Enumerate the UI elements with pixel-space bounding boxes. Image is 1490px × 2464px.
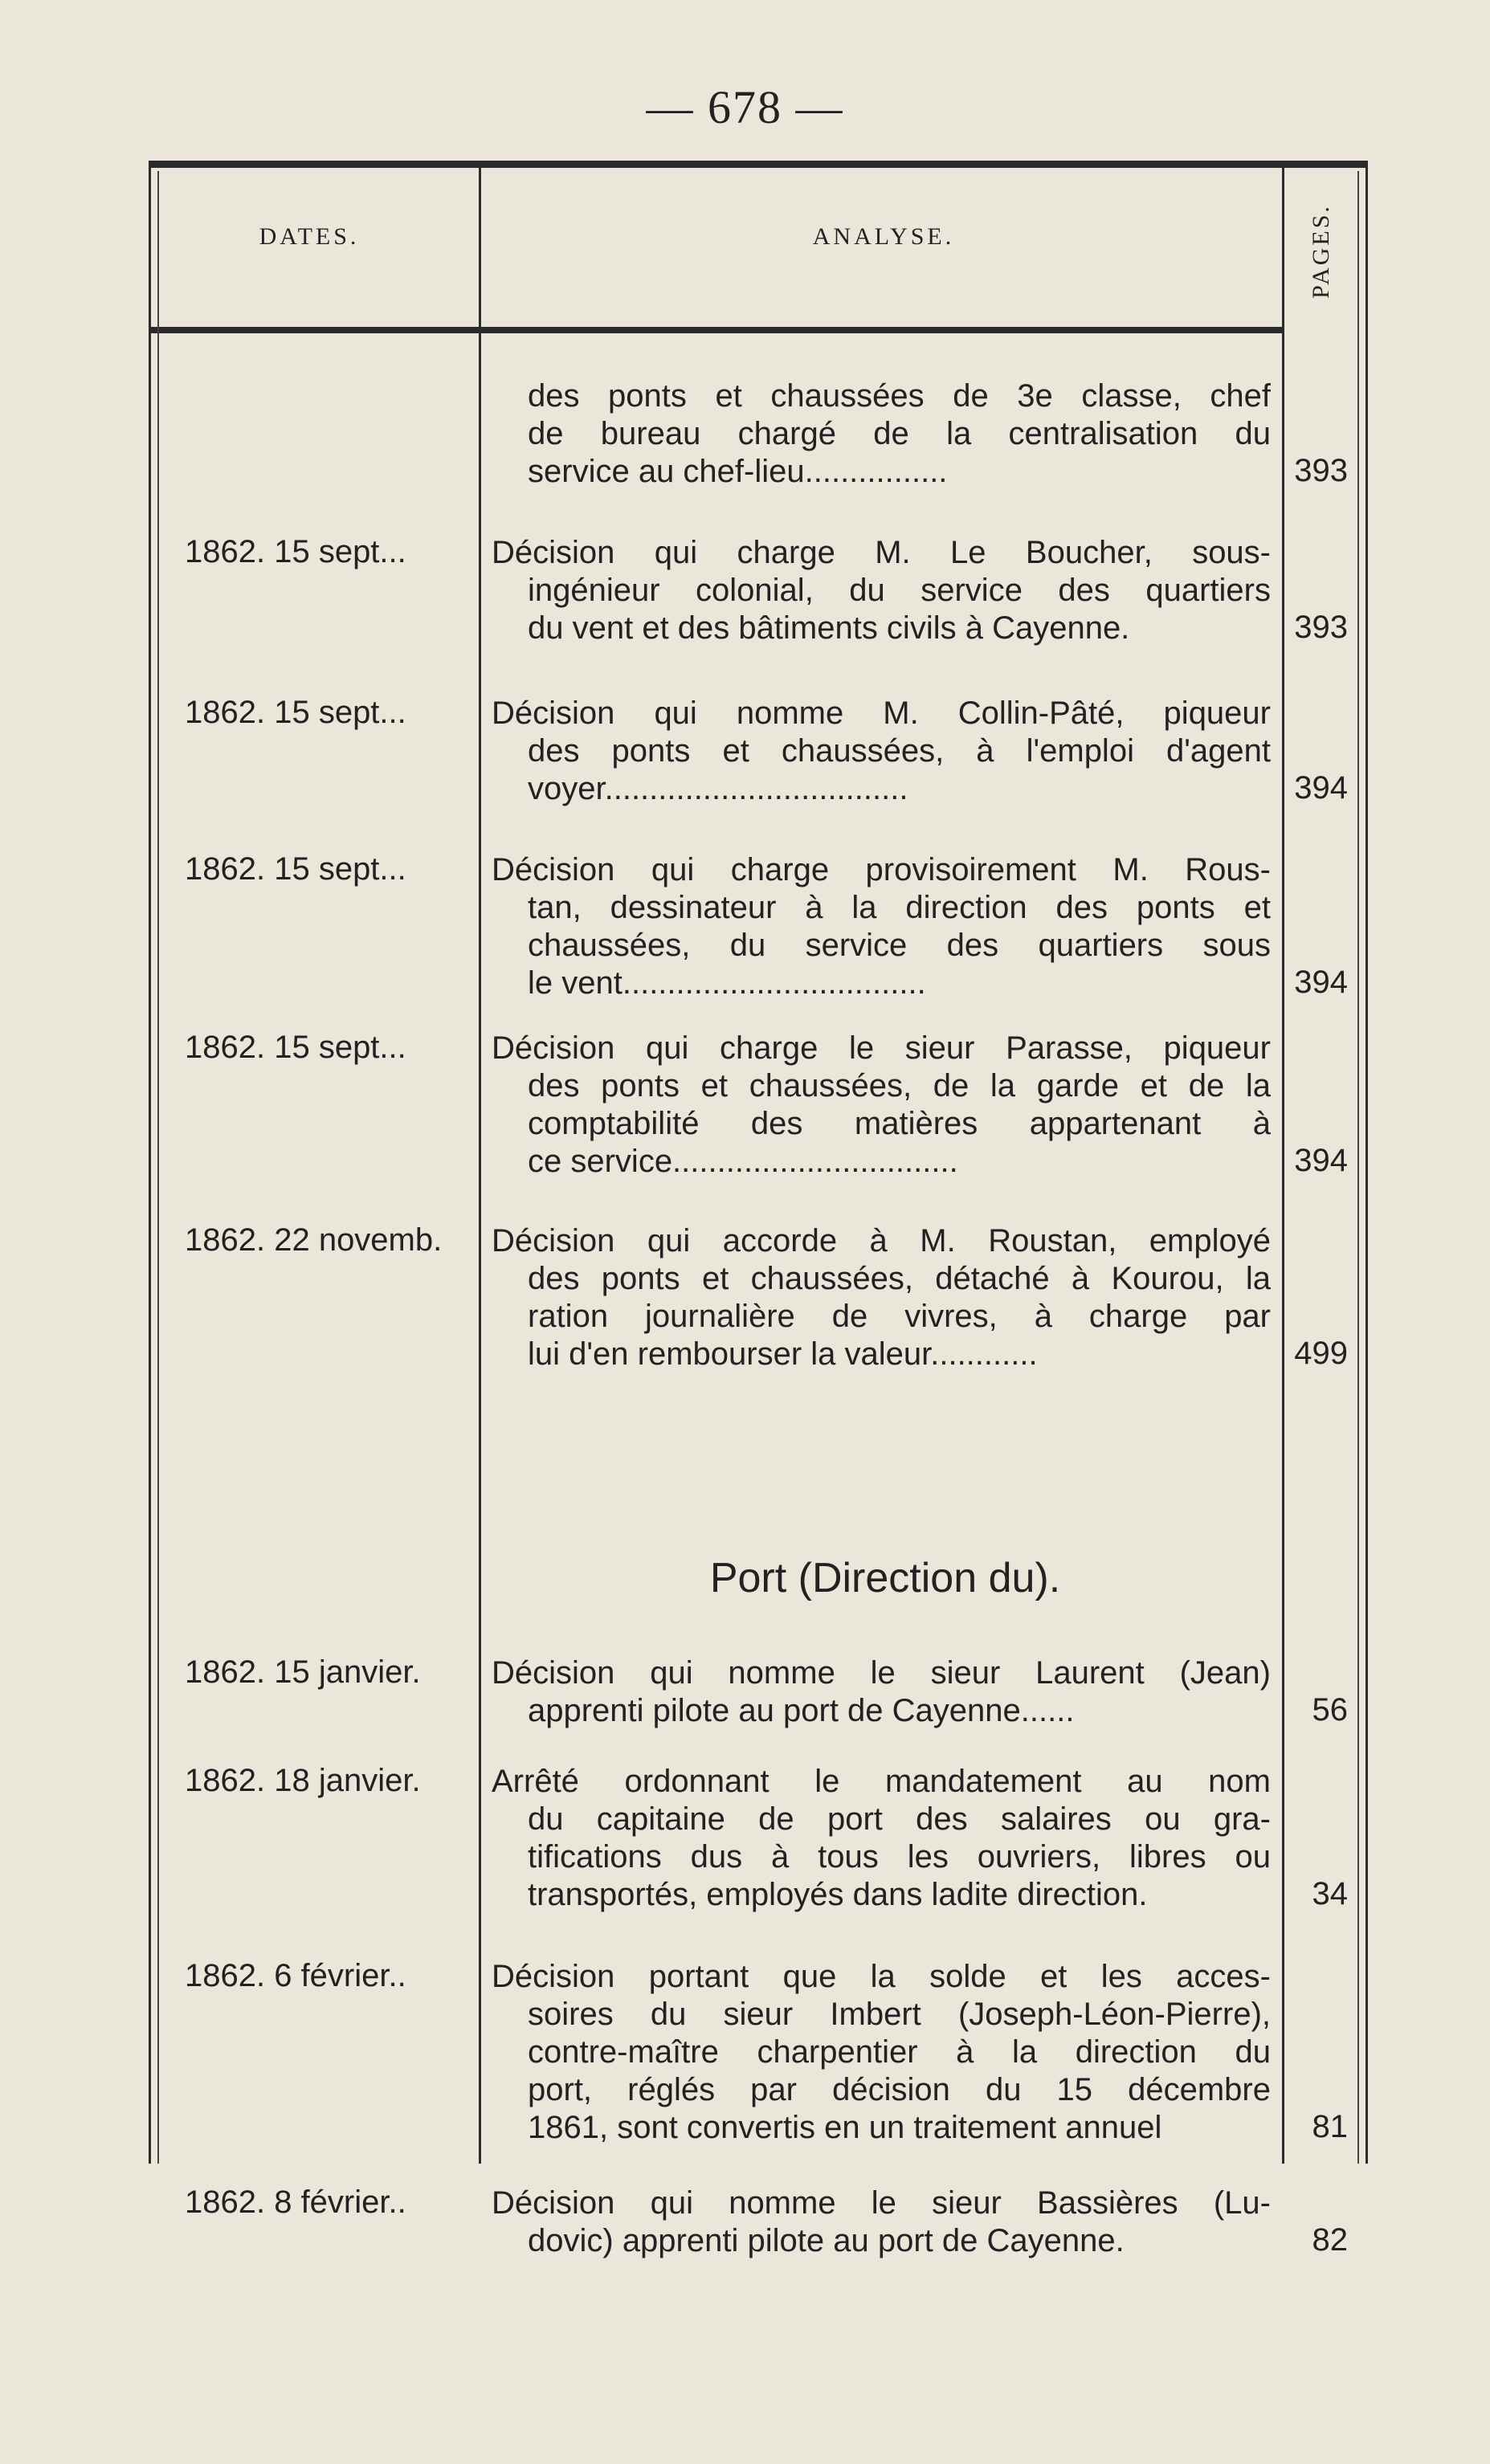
entry-line: tifications dus à tous les ouvriers, libres ou [528, 1839, 1271, 1875]
page-ref: 394 [1294, 770, 1348, 806]
entry-line: de bureau chargé de la centralisation du [528, 416, 1271, 451]
entry-line: du vent et des bâtiments civils à Cayenne. [528, 610, 1130, 646]
page-ref: 393 [1294, 610, 1348, 645]
analyse-header: ANALYSE. [812, 223, 955, 250]
entry-line: Décision qui charge provisoirement M. Rous- [492, 852, 1271, 887]
entry-line: ration journalière de vivres, à charge par [528, 1299, 1271, 1334]
entry-line: tan, dessinateur à la direction des ponts et [528, 890, 1271, 925]
entry-line: apprenti pilote au port de Cayenne...... [528, 1693, 1075, 1728]
page-number: — 678 — [646, 81, 844, 133]
header-rule [151, 327, 479, 333]
entry-line: du capitaine de port des salaires ou gra- [528, 1801, 1271, 1837]
entry-line: port, réglés par décision du 15 décembre [528, 2072, 1271, 2107]
entry-date: 1862. 18 janvier. [185, 1763, 421, 1798]
entry-date: 1862. 15 sept... [185, 534, 406, 569]
page-ref: 81 [1312, 2109, 1348, 2144]
entry-text [492, 1030, 1271, 1181]
page-ref: 82 [1312, 2222, 1348, 2258]
entry-line: des ponts et chaussées, détaché à Kourou, la [528, 1261, 1271, 1296]
entry-date: 1862. 22 novemb. [185, 1222, 443, 1258]
entry-line: comptabilité des matières appartenant à [528, 1106, 1271, 1141]
entry-line: dovic) apprenti pilote au port de Cayenne. [528, 2223, 1125, 2258]
entry-text [492, 1763, 1271, 1914]
page-ref: 499 [1294, 1336, 1348, 1371]
entry-text [492, 377, 1271, 491]
entry-line: Décision qui charge le sieur Parasse, piqueur [492, 1030, 1271, 1066]
entry-line: Décision qui accorde à M. Roustan, employé [492, 1223, 1271, 1259]
page-ref: 394 [1294, 965, 1348, 1000]
entry-line: service au chef-lieu................ [528, 454, 948, 489]
entry-line: lui d'en rembourser la valeur............ [528, 1336, 1038, 1372]
entry-line: contre-maître charpentier à la direction du [528, 2034, 1271, 2070]
entry-line: des ponts et chaussées, à l'emploi d'agent [528, 733, 1271, 769]
entry-line: transportés, employés dans ladite direction. [528, 1877, 1148, 1912]
entry-line: le vent.................................. [528, 965, 926, 1001]
section-title: Port (Direction du). [709, 1555, 1061, 1601]
entry-text [492, 1222, 1271, 1373]
entry-line: voyer.................................. [528, 771, 908, 806]
entry-line: Décision qui nomme le sieur Laurent (Jean) [492, 1655, 1271, 1691]
entry-line: Arrêté ordonnant le mandatement au nom [492, 1764, 1271, 1799]
entry-date: 1862. 15 sept... [185, 1030, 406, 1065]
entry-text [492, 1654, 1271, 1730]
entry-line: des ponts et chaussées de 3e classe, chef [528, 378, 1271, 414]
page-ref: 393 [1294, 453, 1348, 488]
entry-line: ingénieur colonial, du service des quartiers [528, 573, 1271, 608]
column-divider-dates [479, 168, 481, 2164]
page-ref: 56 [1312, 1692, 1348, 1728]
entry-line: ce service................................ [528, 1144, 958, 1179]
entry-text [492, 695, 1271, 808]
entry-line: des ponts et chaussées, de la garde et de la [528, 1068, 1271, 1103]
entry-line: 1861, sont convertis en un traitement annuel [528, 2110, 1162, 2145]
entry-date: 1862. 15 sept... [185, 851, 406, 887]
entry-line: Décision qui charge M. Le Boucher, sous- [492, 535, 1271, 570]
entry-text [492, 2185, 1271, 2260]
page-ref: 394 [1294, 1143, 1348, 1178]
entry-date: 1862. 15 janvier. [185, 1654, 421, 1690]
header-rule [481, 327, 1282, 333]
entry-text [492, 534, 1271, 647]
entry-line: Décision qui nomme le sieur Bassières (Lu- [492, 2185, 1271, 2221]
entry-text [492, 1958, 1271, 2147]
entry-line: Décision qui nomme M. Collin-Pâté, piqueur [492, 696, 1271, 731]
dates-header: DATES. [259, 223, 360, 250]
entry-line: chaussées, du service des quartiers sous [528, 928, 1271, 963]
page-ref: 34 [1312, 1876, 1348, 1911]
entry-line: soires du sieur Imbert (Joseph-Léon-Pierre), [528, 1997, 1271, 2032]
entry-date: 1862. 15 sept... [185, 695, 406, 730]
entry-date: 1862. 8 février.. [185, 2185, 406, 2220]
entry-line: Décision portant que la solde et les acces- [492, 1959, 1271, 1994]
pages-header: PAGES. [1308, 203, 1334, 299]
entry-date: 1862. 6 février.. [185, 1958, 406, 1993]
entry-text [492, 851, 1271, 1002]
